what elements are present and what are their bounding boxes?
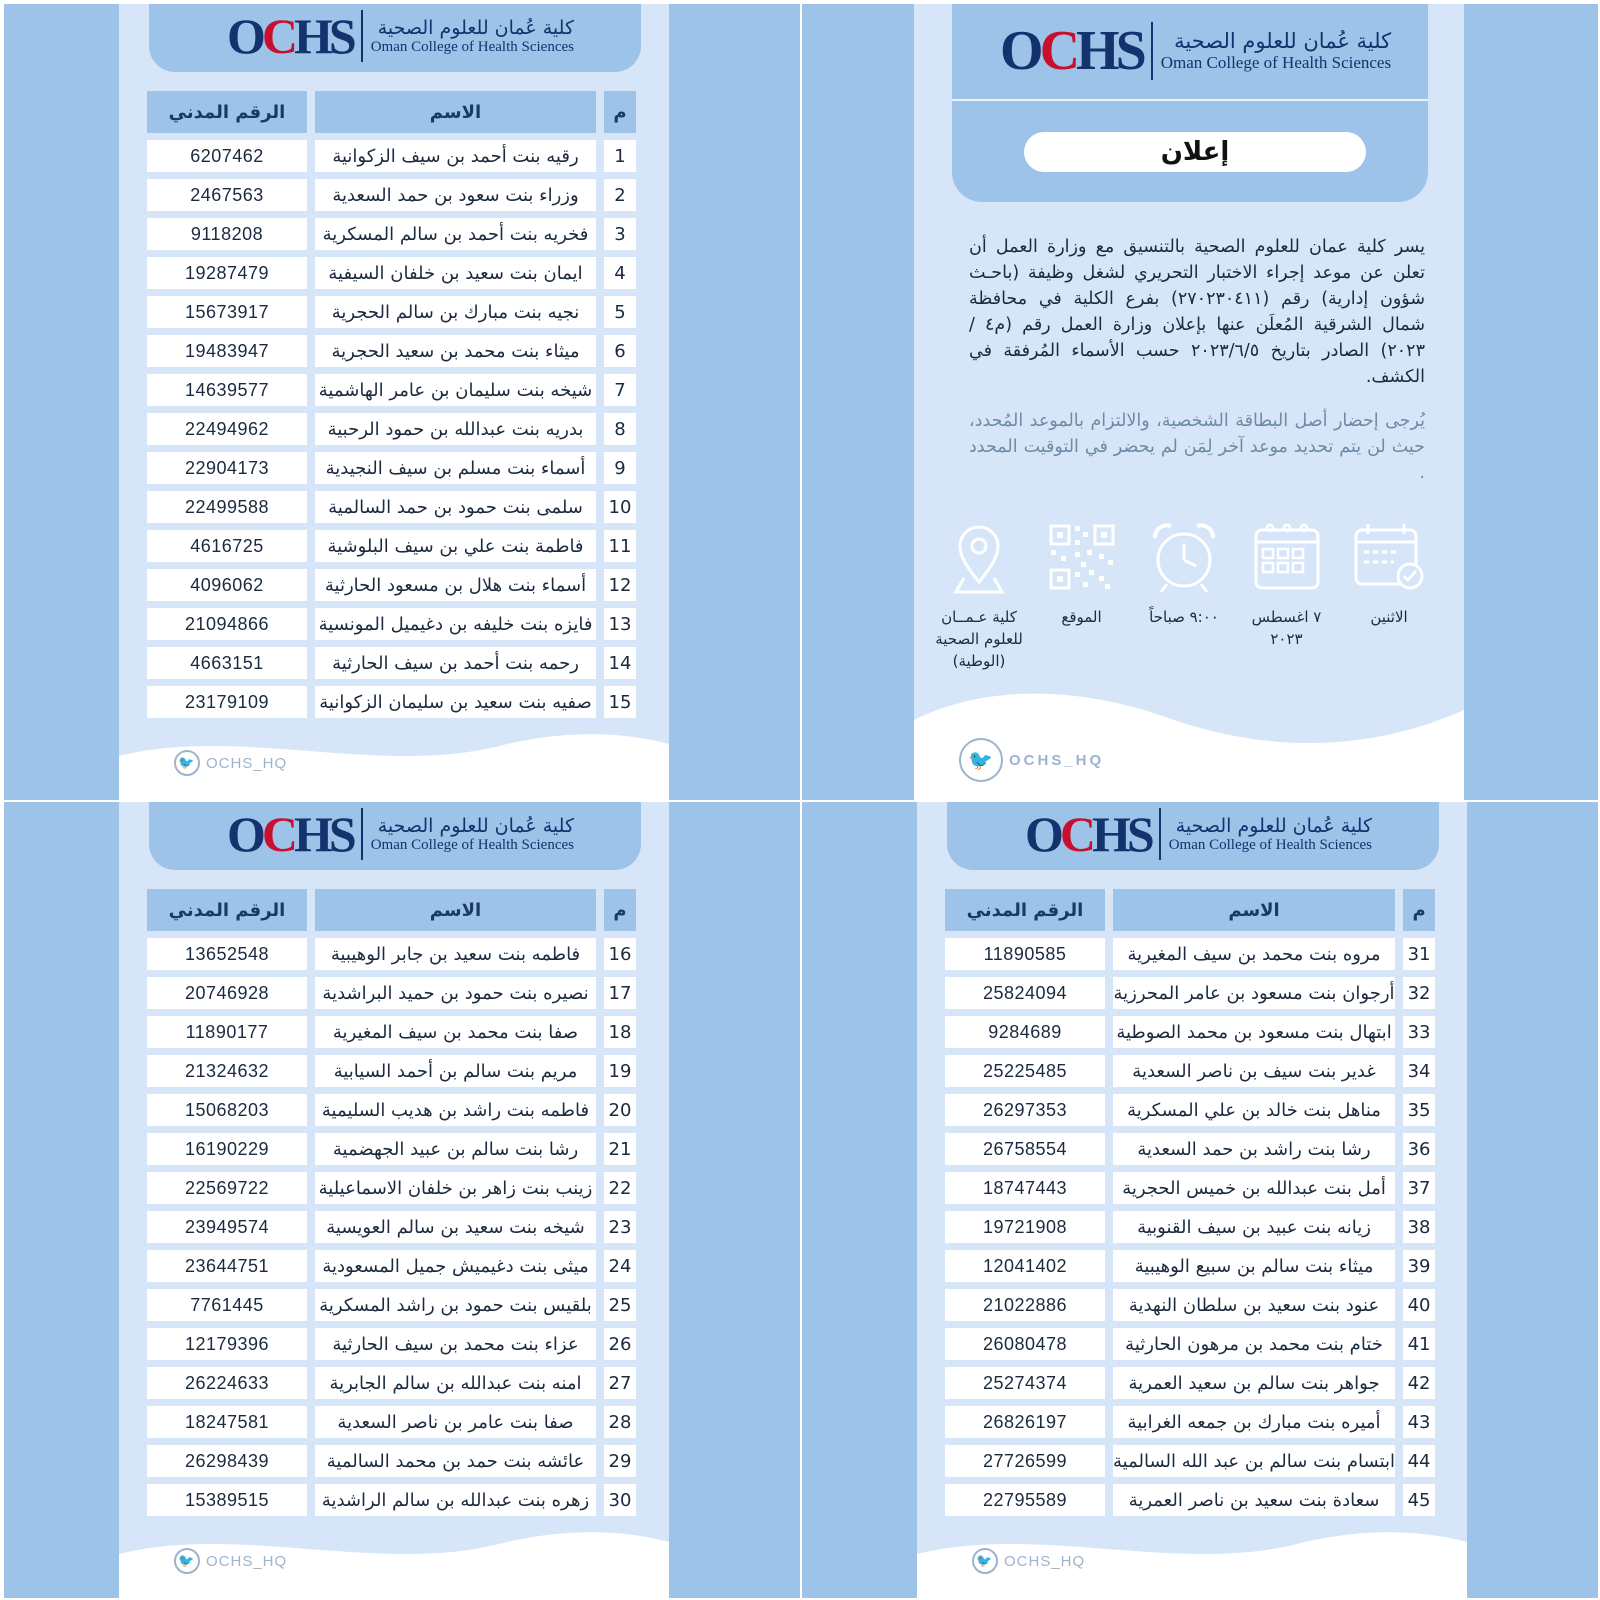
table-row — [945, 938, 1435, 970]
detail-venue — [929, 518, 1029, 672]
cell-number: 24 — [604, 1250, 636, 1282]
cell-name: فاطمة بنت علي بن سيف البلوشية — [315, 530, 596, 562]
cell-number: 10 — [604, 491, 636, 523]
twitter-icon: 🐦 — [972, 1548, 998, 1574]
cell-civil-id: 21324632 — [147, 1055, 307, 1087]
detail-date — [1237, 518, 1337, 672]
cell-civil-id: 7761445 — [147, 1289, 307, 1321]
cell-name: عزاء بنت محمد بن سيف الحارثية — [315, 1328, 596, 1360]
logo-arabic-name: كلية عُمان للعلوم الصحية — [377, 814, 574, 837]
cell-name: زيانه بنت عبيد بن سيف القنوبية — [1113, 1211, 1395, 1243]
cell-number: 12 — [604, 569, 636, 601]
cell-number: 34 — [1403, 1055, 1435, 1087]
table-row — [147, 686, 636, 718]
cell-number: 16 — [604, 938, 636, 970]
table-row — [945, 1094, 1435, 1126]
cell-name: رشا بنت سالم بن عبيد الجهضمية — [315, 1133, 596, 1165]
cell-name: فخريه بنت أحمد بن سالم المسكرية — [315, 218, 596, 250]
detail-day — [1339, 518, 1439, 672]
table-row — [945, 1445, 1435, 1477]
table-row — [147, 413, 636, 445]
twitter-handle[interactable]: 🐦 OCHS_HQ — [174, 750, 287, 776]
cell-civil-id: 19721908 — [945, 1211, 1105, 1243]
cell-civil-id: 21022886 — [945, 1289, 1105, 1321]
cell-number: 3 — [604, 218, 636, 250]
twitter-handle[interactable]: 🐦 OCHS_HQ — [174, 1548, 287, 1574]
detail-label: الاثنين — [1370, 608, 1408, 626]
college-logo — [227, 10, 574, 62]
cell-name: امنه بنت عبدالله بن سالم الجابرية — [315, 1367, 596, 1399]
cell-civil-id: 25274374 — [945, 1367, 1105, 1399]
table-row — [945, 1055, 1435, 1087]
cell-civil-id: 27726599 — [945, 1445, 1105, 1477]
cell-name: سلمى بنت حمود بن حمد السالمية — [315, 491, 596, 523]
cell-name: أمل بنت عبدالله بن خميس الحجرية — [1113, 1172, 1395, 1204]
cell-civil-id: 22795589 — [945, 1484, 1105, 1516]
cell-name: نجيه بنت مبارك بن سالم الحجرية — [315, 296, 596, 328]
cell-civil-id: 6207462 — [147, 140, 307, 172]
cell-civil-id: 19287479 — [147, 257, 307, 289]
cell-name: عنود بنت سعيد بن سلطان النهدية — [1113, 1289, 1395, 1321]
cell-number: 6 — [604, 335, 636, 367]
cell-number: 41 — [1403, 1328, 1435, 1360]
candidates-table — [937, 882, 1443, 1523]
cell-name: زهره بنت عبدالله بن سالم الراشدية — [315, 1484, 596, 1516]
table-row — [147, 1211, 636, 1243]
cell-number: 14 — [604, 647, 636, 679]
cell-number: 19 — [604, 1055, 636, 1087]
logo-english-name: Oman College of Health Sciences — [370, 38, 574, 55]
cell-civil-id: 21094866 — [147, 608, 307, 640]
detail-label: كلية عـمــان للعلوم الصحية (الوطية) — [935, 608, 1023, 670]
cell-civil-id: 15389515 — [147, 1484, 307, 1516]
cell-number: 35 — [1403, 1094, 1435, 1126]
cell-name: رقيه بنت أحمد بن سيف الزكوانية — [315, 140, 596, 172]
cell-civil-id: 26080478 — [945, 1328, 1105, 1360]
cell-name: ميثاء بنت سالم بن سبيع الوهيبية — [1113, 1250, 1395, 1282]
table-row — [147, 218, 636, 250]
cell-number: 39 — [1403, 1250, 1435, 1282]
cell-name: ايمان بنت سعيد بن خلفان السيفية — [315, 257, 596, 289]
table-row — [147, 1367, 636, 1399]
logo-mark: OCHS — [1025, 806, 1151, 862]
cell-civil-id: 15673917 — [147, 296, 307, 328]
cell-name: رشا بنت راشد بن حمد السعدية — [1113, 1133, 1395, 1165]
cell-civil-id: 4663151 — [147, 647, 307, 679]
table-row — [945, 1211, 1435, 1243]
logo-english-name: Oman College of Health Sciences — [370, 836, 574, 853]
cell-number: 45 — [1403, 1484, 1435, 1516]
cell-name: مريم بنت سالم بن أحمد السيابية — [315, 1055, 596, 1087]
cell-name: فاطمه بنت راشد بن هديب السليمية — [315, 1094, 596, 1126]
cell-civil-id: 26224633 — [147, 1367, 307, 1399]
table-row — [147, 938, 636, 970]
cell-name: فايزه بنت خليفه بن دغيميل المونسية — [315, 608, 596, 640]
cell-civil-id: 26297353 — [945, 1094, 1105, 1126]
table-row — [147, 1016, 636, 1048]
header-name: الاسم — [1113, 889, 1395, 931]
table-row — [147, 257, 636, 289]
logo-english-name: Oman College of Health Sciences — [1168, 836, 1372, 853]
qr-code-icon — [1043, 518, 1121, 596]
list-page-1 — [4, 4, 800, 800]
table-row — [147, 140, 636, 172]
cell-number: 13 — [604, 608, 636, 640]
cell-name: أرجوان بنت مسعود بن عامر المحرزية — [1113, 977, 1395, 1009]
cell-civil-id: 13652548 — [147, 938, 307, 970]
table-row — [147, 374, 636, 406]
logo-english-name: Oman College of Health Sciences — [1160, 53, 1392, 72]
table-row — [147, 1289, 636, 1321]
cell-name: وزراء بنت سعود بن حمد السعدية — [315, 179, 596, 211]
table-row — [945, 1133, 1435, 1165]
cell-number: 5 — [604, 296, 636, 328]
cell-name: نصيره بنت حمود بن حميد البراشدية — [315, 977, 596, 1009]
cell-name: أسماء بنت هلال بن مسعود الحارثية — [315, 569, 596, 601]
college-logo — [227, 808, 574, 860]
announcement-body: يسر كلية عمان للعلوم الصحية بالتنسيق مع وزارة العمل أن تعلن عن موعد إجراء الاختبار التحريري لشغل وظيفة (باحـث شؤون إدارية) رقم (٢٧٠٢٣٠٤١١) بفرع الكلية في محافظة شمال الشرقية المُعلَن عنها بإعلان وزارة العمل رقم (م٤ / ٢٠٢٣) الصادر بتاريخ ٢٠٢٣/٦/٥ حسب الأسماء المُرفقة في الكشف. — [969, 237, 1425, 387]
logo-mark: OCHS — [1000, 20, 1143, 82]
cell-number: 37 — [1403, 1172, 1435, 1204]
cell-name: سعادة بنت سعيد بن ناصر العمرية — [1113, 1484, 1395, 1516]
cell-number: 29 — [604, 1445, 636, 1477]
table-row — [945, 1406, 1435, 1438]
table-row — [147, 530, 636, 562]
cell-number: 17 — [604, 977, 636, 1009]
detail-label: ٧ اغسطس ٢٠٢٣ — [1251, 608, 1322, 648]
cell-civil-id: 23644751 — [147, 1250, 307, 1282]
table-row — [147, 1172, 636, 1204]
table-row — [147, 1445, 636, 1477]
header-no: م — [604, 91, 636, 133]
cell-civil-id: 15068203 — [147, 1094, 307, 1126]
cell-name: غدير بنت سيف بن ناصر السعدية — [1113, 1055, 1395, 1087]
table-row — [945, 1250, 1435, 1282]
cell-civil-id: 12041402 — [945, 1250, 1105, 1282]
twitter-icon: 🐦 — [959, 738, 1003, 782]
cell-civil-id: 11890177 — [147, 1016, 307, 1048]
cell-name: صفا بنت محمد بن سيف المغيرية — [315, 1016, 596, 1048]
twitter-handle[interactable]: 🐦 OCHS_HQ — [972, 1548, 1085, 1574]
cell-number: 22 — [604, 1172, 636, 1204]
college-logo — [1000, 22, 1391, 80]
announcement-title: إعلان — [1024, 132, 1366, 172]
calendar-check-icon — [1350, 518, 1428, 596]
cell-civil-id: 19483947 — [147, 335, 307, 367]
table-header-row — [147, 889, 636, 931]
logo-arabic-name: كلية عُمان للعلوم الصحية — [1174, 29, 1392, 53]
detail-label: الموقع — [1061, 608, 1102, 626]
cell-name: مناهل بنت خالد بن علي المسكرية — [1113, 1094, 1395, 1126]
cell-civil-id: 23949574 — [147, 1211, 307, 1243]
cell-number: 1 — [604, 140, 636, 172]
cell-civil-id: 26758554 — [945, 1133, 1105, 1165]
cell-civil-id: 4616725 — [147, 530, 307, 562]
cell-name: شيخه بنت سعيد بن سالم العويسية — [315, 1211, 596, 1243]
cell-number: 28 — [604, 1406, 636, 1438]
header-civil-id: الرقم المدني — [945, 889, 1105, 931]
cell-civil-id: 9118208 — [147, 218, 307, 250]
table-row — [147, 296, 636, 328]
cell-name: صفيه بنت سعيد بن سليمان الزكوانية — [315, 686, 596, 718]
cell-civil-id: 25824094 — [945, 977, 1105, 1009]
cell-number: 26 — [604, 1328, 636, 1360]
header-civil-id: الرقم المدني — [147, 91, 307, 133]
header-banner — [149, 802, 641, 870]
cell-civil-id: 4096062 — [147, 569, 307, 601]
twitter-icon: 🐦 — [174, 1548, 200, 1574]
cell-number: 25 — [604, 1289, 636, 1321]
header-divider — [952, 99, 1428, 101]
cell-name: رحمه بنت أحمد بن سيف الحارثية — [315, 647, 596, 679]
twitter-icon: 🐦 — [174, 750, 200, 776]
cell-civil-id: 26826197 — [945, 1406, 1105, 1438]
cell-number: 42 — [1403, 1367, 1435, 1399]
cell-name: بلقيس بنت حمود بن راشد المسكرية — [315, 1289, 596, 1321]
table-row — [945, 1484, 1435, 1516]
announcement-note: يُرجى إحضار أصل البطاقة الشخصية، والالتزام بالموعد المُحدد، حيث لن يتم تحديد موعد آخر لِمَن لم يحضر في التوقيت المحدد . — [969, 411, 1425, 483]
table-row — [945, 977, 1435, 1009]
table-row — [945, 1367, 1435, 1399]
logo-arabic-name: كلية عُمان للعلوم الصحية — [377, 16, 574, 39]
cell-number: 4 — [604, 257, 636, 289]
cell-number: 7 — [604, 374, 636, 406]
cell-civil-id: 14639577 — [147, 374, 307, 406]
logo-arabic-name: كلية عُمان للعلوم الصحية — [1175, 814, 1372, 837]
table-row — [147, 1250, 636, 1282]
location-pin-icon — [940, 518, 1018, 596]
detail-location-qr[interactable] — [1032, 518, 1132, 672]
cell-civil-id: 9284689 — [945, 1016, 1105, 1048]
table-row — [945, 1172, 1435, 1204]
cell-number: 32 — [1403, 977, 1435, 1009]
cell-name: أميره بنت مبارك بن جمعه الغرابية — [1113, 1406, 1395, 1438]
cell-number: 18 — [604, 1016, 636, 1048]
cell-civil-id: 18747443 — [945, 1172, 1105, 1204]
header-civil-id: الرقم المدني — [147, 889, 307, 931]
cell-number: 40 — [1403, 1289, 1435, 1321]
table-row — [945, 1328, 1435, 1360]
cell-name: بدريه بنت عبدالله بن حمود الرحبية — [315, 413, 596, 445]
table-row — [147, 335, 636, 367]
cell-name: ابتسام بنت سالم بن عبد الله السالمية — [1113, 1445, 1395, 1477]
table-row — [147, 569, 636, 601]
table-row — [147, 1094, 636, 1126]
cell-number: 33 — [1403, 1016, 1435, 1048]
header-no: م — [604, 889, 636, 931]
twitter-handle[interactable]: 🐦 OCHS_HQ — [959, 738, 1104, 782]
table-row — [147, 1328, 636, 1360]
list-panel — [119, 802, 669, 1598]
header-name: الاسم — [315, 91, 596, 133]
list-page-2 — [4, 802, 800, 1598]
cell-name: أسماء بنت مسلم بن سيف النجيدية — [315, 452, 596, 484]
cell-civil-id: 2467563 — [147, 179, 307, 211]
cell-civil-id: 11890585 — [945, 938, 1105, 970]
cell-number: 27 — [604, 1367, 636, 1399]
table-header-row — [147, 91, 636, 133]
cell-name: زينب بنت زاهر بن خلفان الاسماعيلية — [315, 1172, 596, 1204]
exam-details — [929, 518, 1439, 672]
cell-number: 9 — [604, 452, 636, 484]
detail-label: ٩:٠٠ صباحاً — [1149, 608, 1219, 626]
cell-number: 21 — [604, 1133, 636, 1165]
table-row — [147, 491, 636, 523]
cell-number: 2 — [604, 179, 636, 211]
cell-civil-id: 26298439 — [147, 1445, 307, 1477]
list-panel — [917, 802, 1467, 1598]
cell-name: مروه بنت محمد بن سيف المغيرية — [1113, 938, 1395, 970]
table-row — [147, 1055, 636, 1087]
cell-name: شيخه بنت سليمان بن عامر الهاشمية — [315, 374, 596, 406]
table-row — [147, 647, 636, 679]
cell-name: عائشه بنت حمد بن محمد السالمية — [315, 1445, 596, 1477]
candidates-table — [139, 84, 644, 725]
cell-number: 20 — [604, 1094, 636, 1126]
cell-civil-id: 22494962 — [147, 413, 307, 445]
cell-civil-id: 22569722 — [147, 1172, 307, 1204]
table-row — [147, 179, 636, 211]
cell-civil-id: 22499588 — [147, 491, 307, 523]
table-row — [147, 1484, 636, 1516]
cell-name: ميثاء بنت محمد بن سعيد الحجرية — [315, 335, 596, 367]
logo-mark: OCHS — [227, 8, 353, 64]
logo-mark: OCHS — [227, 806, 353, 862]
cell-number: 11 — [604, 530, 636, 562]
cell-name: ميثى بنت دغيميش جميل المسعودية — [315, 1250, 596, 1282]
cell-name: جواهر بنت سالم بن سعيد العمرية — [1113, 1367, 1395, 1399]
header-no: م — [1403, 889, 1435, 931]
calendar-grid-icon — [1248, 518, 1326, 596]
table-row — [147, 1133, 636, 1165]
table-row — [147, 977, 636, 1009]
table-row — [147, 452, 636, 484]
cell-name: فاطمه بنت سعيد بن جابر الوهيبية — [315, 938, 596, 970]
cell-number: 30 — [604, 1484, 636, 1516]
cell-number: 31 — [1403, 938, 1435, 970]
cell-number: 8 — [604, 413, 636, 445]
cell-number: 38 — [1403, 1211, 1435, 1243]
table-row — [945, 1016, 1435, 1048]
header-banner — [952, 4, 1428, 202]
cell-name: ختام بنت محمد بن مرهون الحارثية — [1113, 1328, 1395, 1360]
detail-time — [1134, 518, 1234, 672]
cell-civil-id: 20746928 — [147, 977, 307, 1009]
announcement-panel — [914, 4, 1464, 800]
cell-number: 15 — [604, 686, 636, 718]
table-header-row — [945, 889, 1435, 931]
header-banner — [947, 802, 1439, 870]
table-row — [945, 1289, 1435, 1321]
cell-number: 44 — [1403, 1445, 1435, 1477]
list-page-3 — [802, 802, 1598, 1598]
table-row — [147, 1406, 636, 1438]
table-row — [147, 608, 636, 640]
alarm-clock-icon — [1145, 518, 1223, 596]
cell-civil-id: 18247581 — [147, 1406, 307, 1438]
cell-civil-id: 22904173 — [147, 452, 307, 484]
announcement-page — [802, 4, 1598, 800]
header-banner — [149, 4, 641, 72]
cell-number: 43 — [1403, 1406, 1435, 1438]
cell-number: 23 — [604, 1211, 636, 1243]
header-name: الاسم — [315, 889, 596, 931]
cell-civil-id: 23179109 — [147, 686, 307, 718]
cell-number: 36 — [1403, 1133, 1435, 1165]
candidates-table — [139, 882, 644, 1523]
cell-civil-id: 12179396 — [147, 1328, 307, 1360]
cell-civil-id: 25225485 — [945, 1055, 1105, 1087]
list-panel — [119, 4, 669, 800]
college-logo — [1025, 808, 1372, 860]
cell-civil-id: 16190229 — [147, 1133, 307, 1165]
cell-name: صفا بنت عامر بن ناصر السعدية — [315, 1406, 596, 1438]
cell-name: ابتهال بنت مسعود بن محمد الصوطية — [1113, 1016, 1395, 1048]
